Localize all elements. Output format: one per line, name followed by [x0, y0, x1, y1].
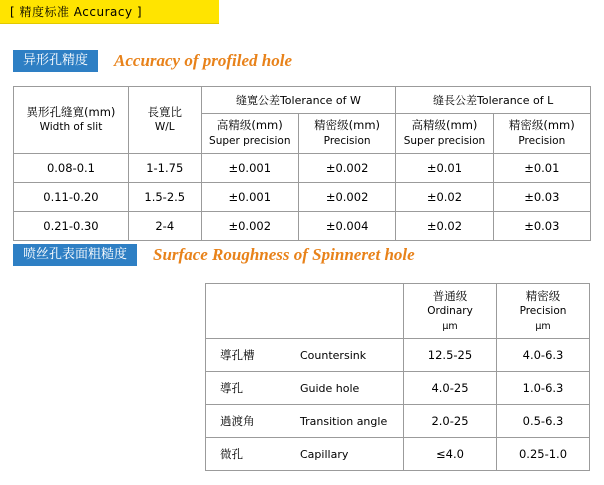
- header-tolerance-l: 缝長公差Tolerance of L: [396, 87, 591, 114]
- section-header-surface-roughness: [13, 244, 415, 266]
- subheader-l-super-en: Super precision: [403, 134, 486, 147]
- table-row: [14, 211, 591, 240]
- subheader-l-precision: [493, 114, 590, 154]
- cell-w-super: ±0.002: [201, 211, 298, 240]
- header-ordinary: [404, 284, 497, 339]
- cell-w-super: ±0.001: [201, 153, 298, 182]
- table-row: [206, 372, 590, 405]
- subheader-w-prec-cn: 精密级(mm): [314, 118, 381, 132]
- header-ratio: [128, 87, 201, 154]
- subheader-w-super-en: Super precision: [209, 134, 291, 147]
- surface-roughness-table: [205, 283, 590, 471]
- subheader-w-super-cn: 高精级(mm): [216, 118, 283, 132]
- row-label-en: Countersink: [294, 339, 404, 372]
- subheader-l-super-precision: [396, 114, 493, 154]
- table-header-row: [14, 87, 591, 114]
- header-precision-en: Precision: [519, 305, 567, 318]
- header-precision-cn: 精密级: [525, 289, 561, 303]
- header-ordinary-unit: μm: [442, 320, 458, 332]
- table-row: [206, 405, 590, 438]
- table-header-row: [206, 284, 590, 339]
- cell-precision: 0.25-1.0: [497, 438, 590, 471]
- row-label-en: Capillary: [294, 438, 404, 471]
- cell-ordinary: 4.0-25: [404, 372, 497, 405]
- table-row: [206, 339, 590, 372]
- cell-ordinary: ≤4.0: [404, 438, 497, 471]
- row-label-cn: 導孔: [206, 372, 295, 405]
- subheader-w-super-precision: [201, 114, 298, 154]
- row-label-cn: 導孔槽: [206, 339, 295, 372]
- cell-ratio: 2-4: [128, 211, 201, 240]
- cell-w-super: ±0.001: [201, 182, 298, 211]
- row-label-en: Transition angle: [294, 405, 404, 438]
- cell-ratio: 1-1.75: [128, 153, 201, 182]
- cell-w-prec: ±0.004: [298, 211, 395, 240]
- header-precision: [497, 284, 590, 339]
- subheader-w-precision: [298, 114, 395, 154]
- section1-title: Accuracy of profiled hole: [114, 51, 293, 70]
- section2-title: Surface Roughness of Spinneret hole: [153, 245, 415, 264]
- section-header-profiled-hole: [13, 50, 292, 72]
- header-ordinary-cn: 普通级: [432, 289, 468, 303]
- header-blank-en: [294, 284, 404, 339]
- cell-width: 0.21-0.30: [14, 211, 129, 240]
- header-blank-cn: [206, 284, 295, 339]
- row-label-cn: 微孔: [206, 438, 295, 471]
- cell-l-prec: ±0.03: [493, 182, 590, 211]
- cell-ordinary: 12.5-25: [404, 339, 497, 372]
- section1-tag: 异形孔精度: [13, 50, 98, 72]
- cell-precision: 0.5-6.3: [497, 405, 590, 438]
- section2-tag: 喷丝孔表面粗糙度: [13, 244, 137, 266]
- row-label-cn: 過渡角: [206, 405, 295, 438]
- cell-ratio: 1.5-2.5: [128, 182, 201, 211]
- banner-label: [ 精度标准 Accuracy ]: [10, 5, 143, 19]
- table-row: [14, 182, 591, 211]
- header-width-of-slit-cn: 異形孔缝寛(mm): [26, 104, 116, 119]
- cell-l-super: ±0.02: [396, 211, 493, 240]
- cell-l-super: ±0.01: [396, 153, 493, 182]
- subheader-l-prec-cn: 精密级(mm): [508, 118, 575, 132]
- cell-precision: 1.0-6.3: [497, 372, 590, 405]
- cell-l-prec: ±0.03: [493, 211, 590, 240]
- header-ratio-cn: 長寛比: [147, 104, 182, 119]
- cell-l-super: ±0.02: [396, 182, 493, 211]
- row-label-en: Guide hole: [294, 372, 404, 405]
- subheader-w-prec-en: Precision: [323, 134, 371, 147]
- subheader-l-super-cn: 高精级(mm): [411, 118, 478, 132]
- accuracy-banner: [0, 0, 219, 24]
- cell-ordinary: 2.0-25: [404, 405, 497, 438]
- header-precision-unit: μm: [535, 320, 551, 332]
- table-row: [206, 438, 590, 471]
- header-tolerance-w: 缝寛公差Tolerance of W: [201, 87, 396, 114]
- profiled-hole-accuracy-table: [13, 86, 591, 241]
- cell-w-prec: ±0.002: [298, 182, 395, 211]
- cell-width: 0.08-0.1: [14, 153, 129, 182]
- header-ratio-en: W/L: [154, 121, 175, 134]
- cell-w-prec: ±0.002: [298, 153, 395, 182]
- header-width-of-slit-en: Width of slit: [39, 121, 103, 134]
- header-ordinary-en: Ordinary: [427, 305, 473, 318]
- cell-precision: 4.0-6.3: [497, 339, 590, 372]
- table-row: [14, 153, 591, 182]
- cell-width: 0.11-0.20: [14, 182, 129, 211]
- subheader-l-prec-en: Precision: [518, 134, 566, 147]
- cell-l-prec: ±0.01: [493, 153, 590, 182]
- header-width-of-slit: [14, 87, 129, 154]
